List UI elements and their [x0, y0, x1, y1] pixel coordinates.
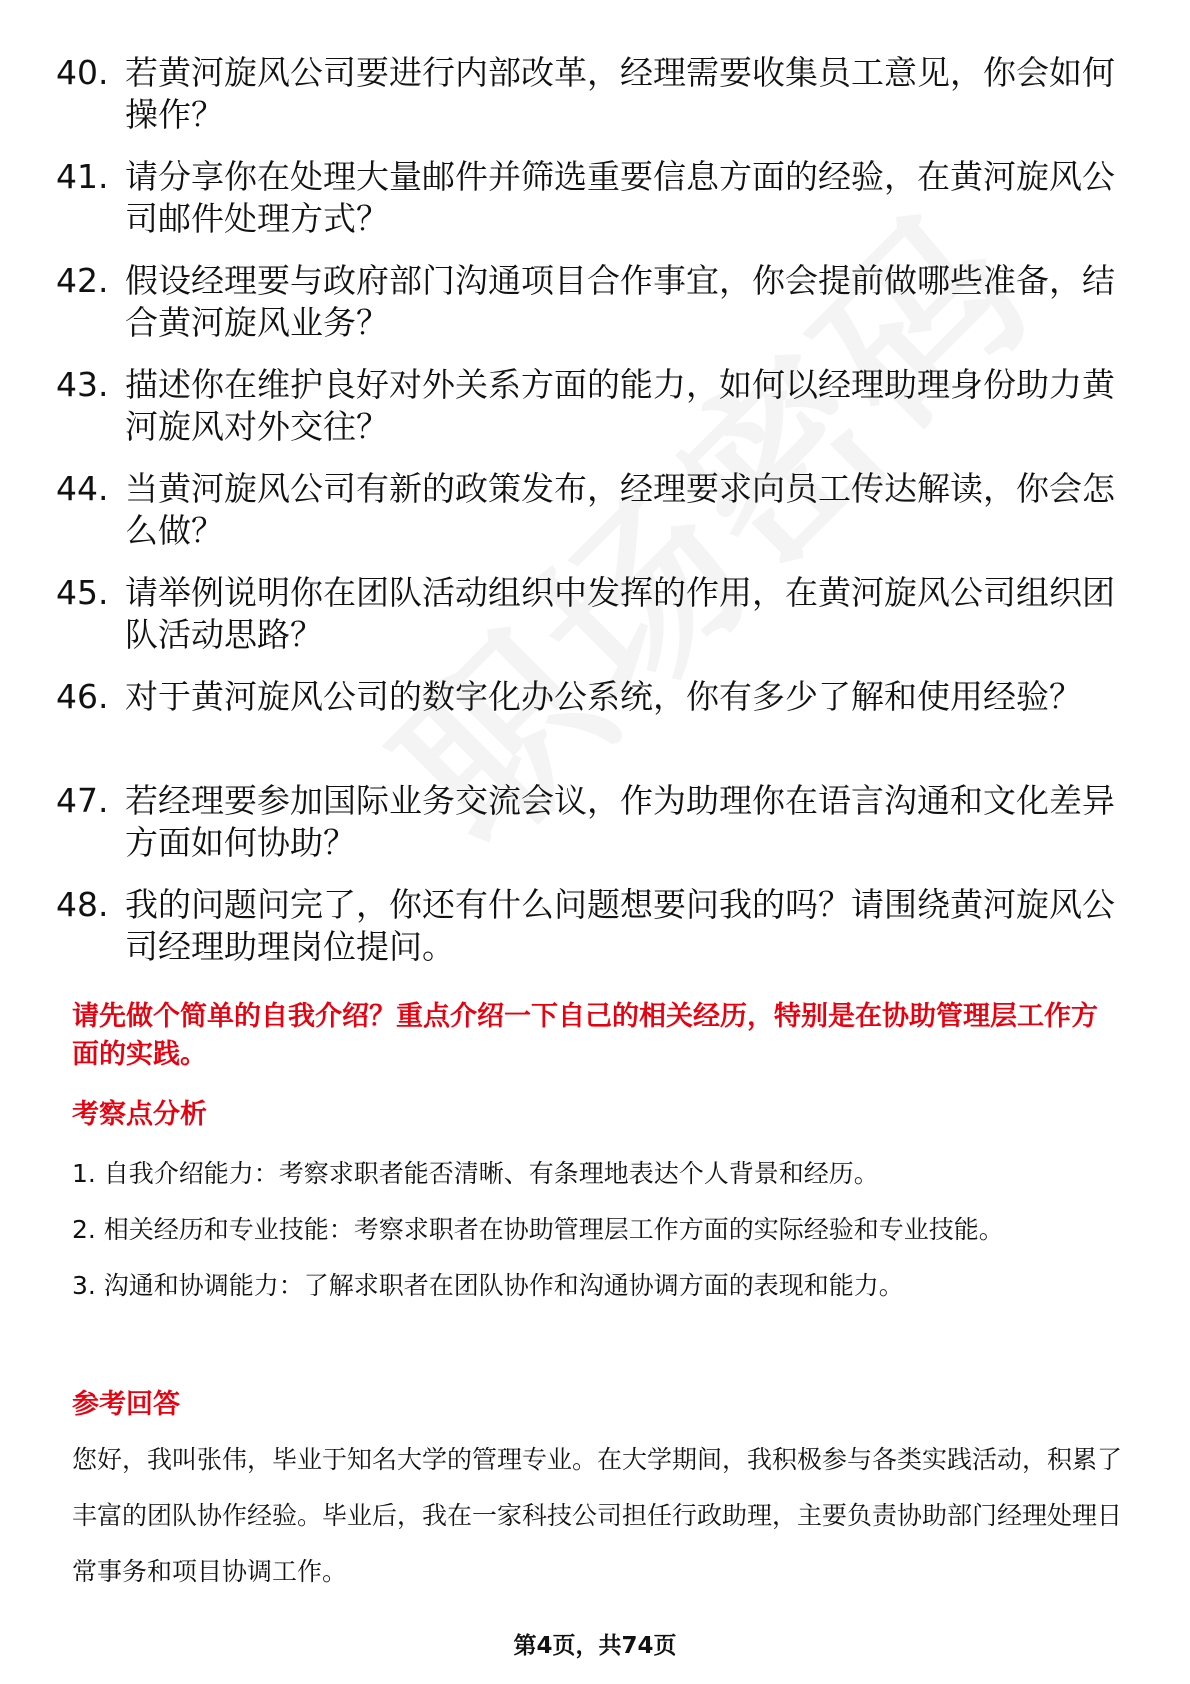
question-list: [0, 52, 1190, 988]
question-item: [0, 572, 1190, 656]
question-item: [0, 156, 1190, 240]
featured-question: 请先做个简单的自我介绍？重点介绍一下自己的相关经历，特别是在协助管理层工作方面的实践。: [72, 1001, 1098, 1070]
question-text: 若经理要参加国际业务交流会议，作为助理你在语言沟通和文化差异方面如何协助？: [125, 781, 1115, 862]
analysis-heading: 考察点分析: [72, 1099, 207, 1130]
question-item: [0, 364, 1190, 448]
analysis-item: 2. 相关经历和专业技能：考察求职者在协助管理层工作方面的实际经验和专业技能。: [72, 1215, 1004, 1244]
question-item: [0, 676, 1190, 760]
question-number: 44.: [56, 469, 109, 508]
answer-text: [72, 1432, 1122, 1600]
question-text: 请分享你在处理大量邮件并筛选重要信息方面的经验，在黄河旋风公司邮件处理方式？: [125, 157, 1115, 238]
page-footer: 第4页，共74页: [513, 1633, 677, 1659]
question-text: 请举例说明你在团队活动组织中发挥的作用，在黄河旋风公司组织团队活动思路？: [125, 573, 1115, 654]
question-number: 45.: [56, 573, 109, 612]
question-text: 我的问题问完了，你还有什么问题想要问我的吗？请围绕黄河旋风公司经理助理岗位提问。: [125, 885, 1115, 966]
question-number: 40.: [56, 53, 109, 92]
question-text: 假设经理要与政府部门沟通项目合作事宜，你会提前做哪些准备，结合黄河旋风业务？: [125, 261, 1115, 342]
question-item: [0, 468, 1190, 552]
question-number: 47.: [56, 781, 109, 820]
answer-paragraph: 您好，我叫张伟，毕业于知名大学的管理专业。在大学期间，我积极参与各类实践活动，积累了丰富的团队协作经验。毕业后，我在一家科技公司担任行政助理，主要负责协助部门经理处理日常事务和项目协调工作。: [72, 1445, 1123, 1586]
question-text: 若黄河旋风公司要进行内部改革，经理需要收集员工意见，你会如何操作？: [125, 53, 1115, 134]
question-number: 43.: [56, 365, 109, 404]
question-item: [0, 52, 1190, 136]
question-item: [0, 884, 1190, 968]
question-item: [0, 780, 1190, 864]
answer-heading: 参考回答: [72, 1389, 180, 1420]
question-number: 42.: [56, 261, 109, 300]
analysis-item: 3. 沟通和协调能力：了解求职者在团队协作和沟通协调方面的表现和能力。: [72, 1271, 904, 1300]
question-text: 描述你在维护良好对外关系方面的能力，如何以经理助理身份助力黄河旋风对外交往？: [125, 365, 1115, 446]
question-item: [0, 260, 1190, 344]
question-number: 46.: [56, 677, 109, 716]
question-text: 对于黄河旋风公司的数字化办公系统，你有多少了解和使用经验？: [125, 677, 1082, 716]
question-text: 当黄河旋风公司有新的政策发布，经理要求向员工传达解读，你会怎么做？: [125, 469, 1115, 550]
analysis-item: 1. 自我介绍能力：考察求职者能否清晰、有条理地表达个人背景和经历。: [72, 1159, 879, 1188]
question-number: 48.: [56, 885, 109, 924]
question-number: 41.: [56, 157, 109, 196]
analysis-list: [72, 1146, 1122, 1314]
